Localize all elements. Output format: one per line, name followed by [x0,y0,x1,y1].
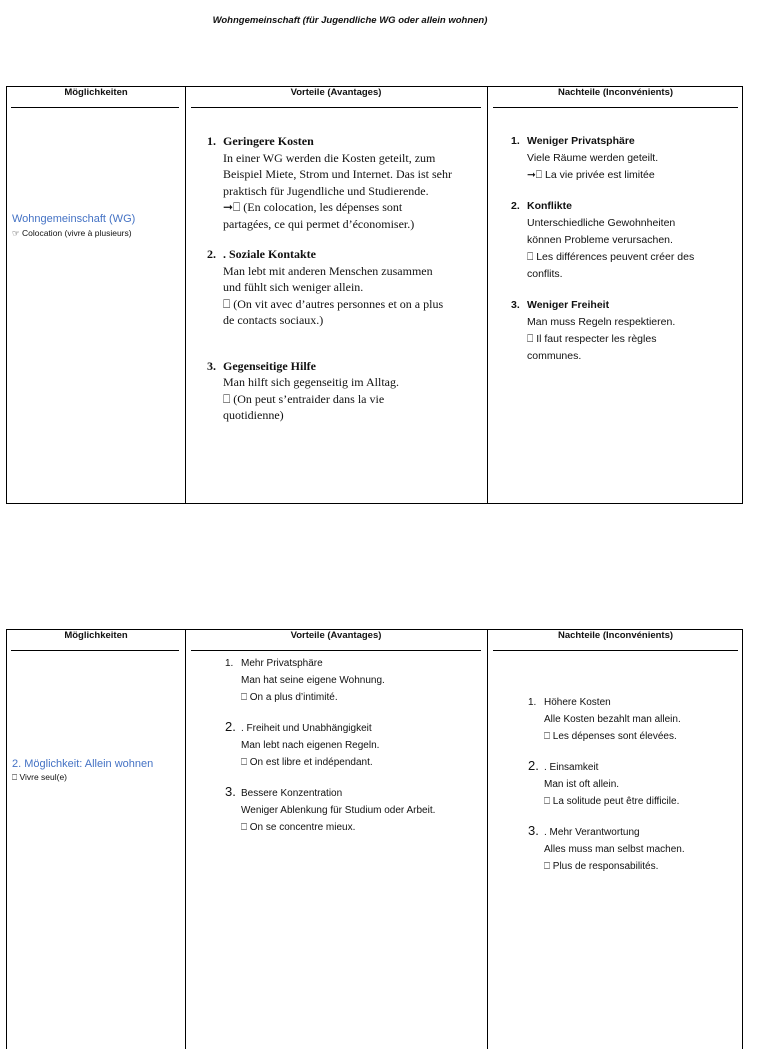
list-item [225,655,487,706]
document-title: Wohngemeinschaft (für Jugendliche WG oder allein wohnen) [212,15,488,26]
item-line: Alle Kosten bezahlt man allein. [544,714,681,725]
header-cell-advantages: Vorteile (Avantages) [290,87,382,98]
header-rule [191,650,481,651]
header-cell-disadvantages: Nachteile (Inconvénients) [557,630,674,641]
item-line: ⎕ Les dépenses sont élevées. [544,731,677,742]
item-line: können Probleme verursachen. [527,234,673,246]
item-line: ➞⎕ La vie privée est limitée [527,169,655,181]
item-heading: 3. Bessere Konzentration [225,784,343,799]
item-heading: 3. . Mehr Verantwortung [528,823,640,838]
item-heading: 1. Höhere Kosten [528,697,611,708]
item-line: Man lebt nach eigenen Regeln. [241,740,380,751]
item-heading: 2. . Einsamkeit [528,758,599,773]
item-line: Man hilft sich gegenseitig im Alltag. [223,375,399,389]
item-line: Viele Räume werden geteilt. [527,152,659,164]
list-item [528,822,742,875]
item-line: ⎕ Plus de responsabilités. [544,861,659,872]
item-line: ⎕ On a plus d’intimité. [241,692,338,703]
item-line: de contacts sociaux.) [223,313,324,327]
option-translation: ⎕ Vivre seul(e) [12,772,68,782]
item-line: ⎕ La solitude peut être difficile. [544,796,680,807]
header-rule [493,107,738,108]
item-heading: 1. Mehr Privatsphäre [225,658,323,669]
item-heading: 2. Konflikte [511,200,572,212]
option-label: Wohngemeinschaft (WG) [12,213,136,225]
item-heading: 2. . Soziale Kontakte [207,247,316,261]
advantages-cell [225,655,487,836]
list-item [207,358,487,424]
option-translation: ☞ Colocation (vivre à plusieurs) [12,228,132,238]
list-item [225,718,487,771]
option-label: 2. Möglichkeit: Allein wohnen [12,758,154,770]
item-line: partagées, ce qui permet d’économiser.) [223,216,415,231]
item-line: communes. [527,350,582,362]
column-divider [487,87,488,503]
column-divider [185,630,186,1049]
header-rule [11,107,179,108]
item-line: ⎕ On est libre et indépendant. [241,757,373,768]
item-heading: 1. Weniger Privatsphäre [511,135,635,147]
list-item [207,133,487,232]
item-line: ➞⎕ (En colocation, les dépenses sont [223,200,403,214]
item-heading: 1. Geringere Kosten [207,134,314,148]
list-item [511,133,741,184]
list-item [225,783,487,836]
item-line: Beispiel Miete, Strom und Internet. Das ist sehr [223,167,452,181]
header-rule [493,650,738,651]
disadvantages-cell [528,694,742,875]
header-rule [11,650,179,651]
header-cell-options: Möglichkeiten [64,630,128,641]
table-allein [6,629,743,1049]
item-line: ⎕ Les différences peuvent créer des [527,251,695,263]
list-item [528,757,742,810]
item-line: In einer WG werden die Kosten geteilt, zum [223,150,436,165]
header-rule [191,107,481,108]
item-line: Alles muss man selbst machen. [544,844,685,855]
item-line: ⎕ (On peut s’entraider dans la vie [223,391,385,406]
list-item [511,198,741,283]
column-divider [487,630,488,1049]
item-line: Man ist oft allein. [544,779,620,790]
table-wg [6,86,743,504]
item-line: quotidienne) [223,408,284,422]
disadvantages-cell [511,133,741,365]
list-item [207,246,487,329]
item-line: Man muss Regeln respektieren. [527,316,676,328]
option-cell [12,213,182,239]
item-line: Unterschiedliche Gewohnheiten [527,217,676,229]
item-heading: 2. . Freiheit und Unabhängigkeit [225,719,372,734]
option-cell [12,758,182,783]
item-line: conflits. [527,268,563,280]
column-divider [185,87,186,503]
list-item [511,297,741,365]
header-cell-disadvantages: Nachteile (Inconvénients) [557,87,674,98]
item-line: Weniger Ablenkung für Studium oder Arbeit. [241,805,436,816]
item-line: ⎕ On se concentre mieux. [241,822,356,833]
item-line: ⎕ (On vit avec d’autres personnes et on a plus [223,296,444,311]
list-item [528,694,742,745]
item-line: Man hat seine eigene Wohnung. [241,675,385,686]
header-cell-options: Möglichkeiten [64,87,128,98]
item-heading: 3. Weniger Freiheit [511,299,610,311]
item-line: ⎕ Il faut respecter les règles [527,333,657,345]
header-cell-advantages: Vorteile (Avantages) [290,630,382,641]
item-heading: 3. Gegenseitige Hilfe [207,358,316,373]
item-line: Man lebt mit anderen Menschen zusammen [223,263,433,278]
advantages-cell [207,133,487,424]
item-line: und fühlt sich weniger allein. [223,280,364,294]
item-line: praktisch für Jugendliche und Studierende. [223,183,429,198]
